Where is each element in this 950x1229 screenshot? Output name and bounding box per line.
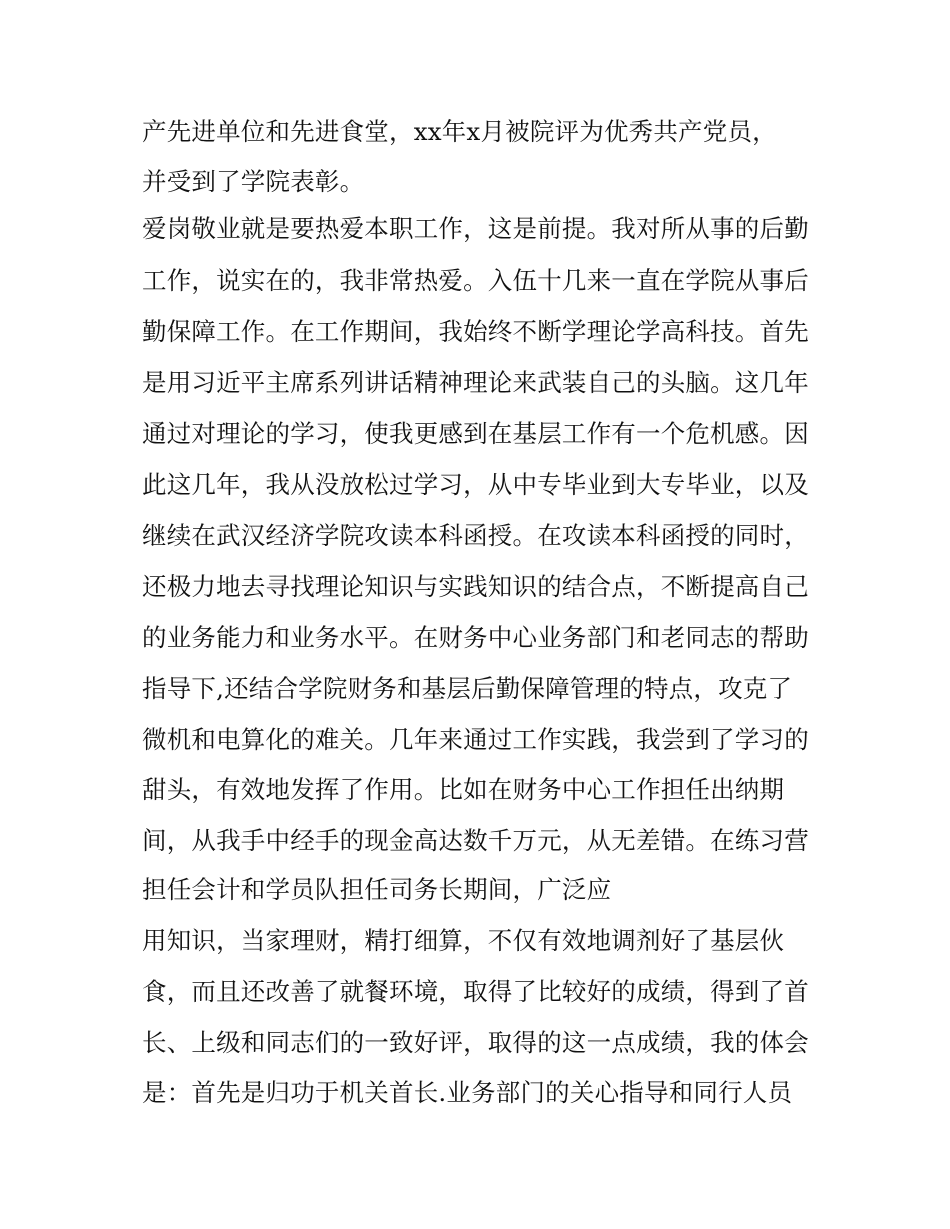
text-line: 食，而且还改善了就餐环境，取得了比较好的成绩，得到了首 bbox=[142, 977, 809, 1006]
text-line: 长、上级和同志们的一致好评，取得的这一点成绩，我的体会 bbox=[142, 1028, 809, 1057]
text-line: 通过对理论的学习，使我更感到在基层工作有一个危机感。因 bbox=[142, 419, 809, 448]
text-line: 的业务能力和业务水平。在财务中心业务部门和老同志的帮助 bbox=[142, 623, 809, 652]
text-line: 继续在武汉经济学院攻读本科函授。在攻读本科函授的同时， bbox=[142, 521, 809, 550]
text-line: 用知识，当家理财，精打细算，不仅有效地调剂好了基层伙 bbox=[142, 926, 785, 955]
text-line: 此这几年，我从没放松过学习，从中专毕业到大专毕业，以及 bbox=[142, 470, 809, 499]
text-line: 并受到了学院表彰。 bbox=[142, 167, 365, 196]
text-line: 产先进单位和先进食堂，xx年x月被院评为优秀共产党员， bbox=[142, 117, 777, 146]
text-line: 指导下,还结合学院财务和基层后勤保障管理的特点，攻克了 bbox=[142, 674, 793, 703]
text-line: 是：首先是归功于机关首长.业务部门的关心指导和同行人员 bbox=[142, 1078, 793, 1107]
text-line: 还极力地去寻找理论知识与实践知识的结合点，不断提高自己 bbox=[142, 572, 809, 601]
text-line: 是用习近平主席系列讲话精神理论来武装自己的头脑。这几年 bbox=[142, 368, 809, 397]
text-line: 担任会计和学员队担任司务长期间，广泛应 bbox=[142, 875, 612, 904]
text-line: 勤保障工作。在工作期间，我始终不断学理论学高科技。首先 bbox=[142, 317, 809, 346]
text-line: 微机和电算化的难关。几年来通过工作实践，我尝到了学习的 bbox=[142, 725, 809, 754]
text-line: 甜头，有效地发挥了作用。比如在财务中心工作担任出纳期 bbox=[142, 775, 785, 804]
text-line: 工作，说实在的，我非常热爱。入伍十几来一直在学院从事后 bbox=[142, 266, 809, 295]
text-line: 爱岗敬业就是要热爱本职工作，这是前提。我对所从事的后勤 bbox=[142, 214, 809, 243]
text-line: 间，从我手中经手的现金高达数千万元，从无差错。在练习营 bbox=[142, 826, 809, 855]
